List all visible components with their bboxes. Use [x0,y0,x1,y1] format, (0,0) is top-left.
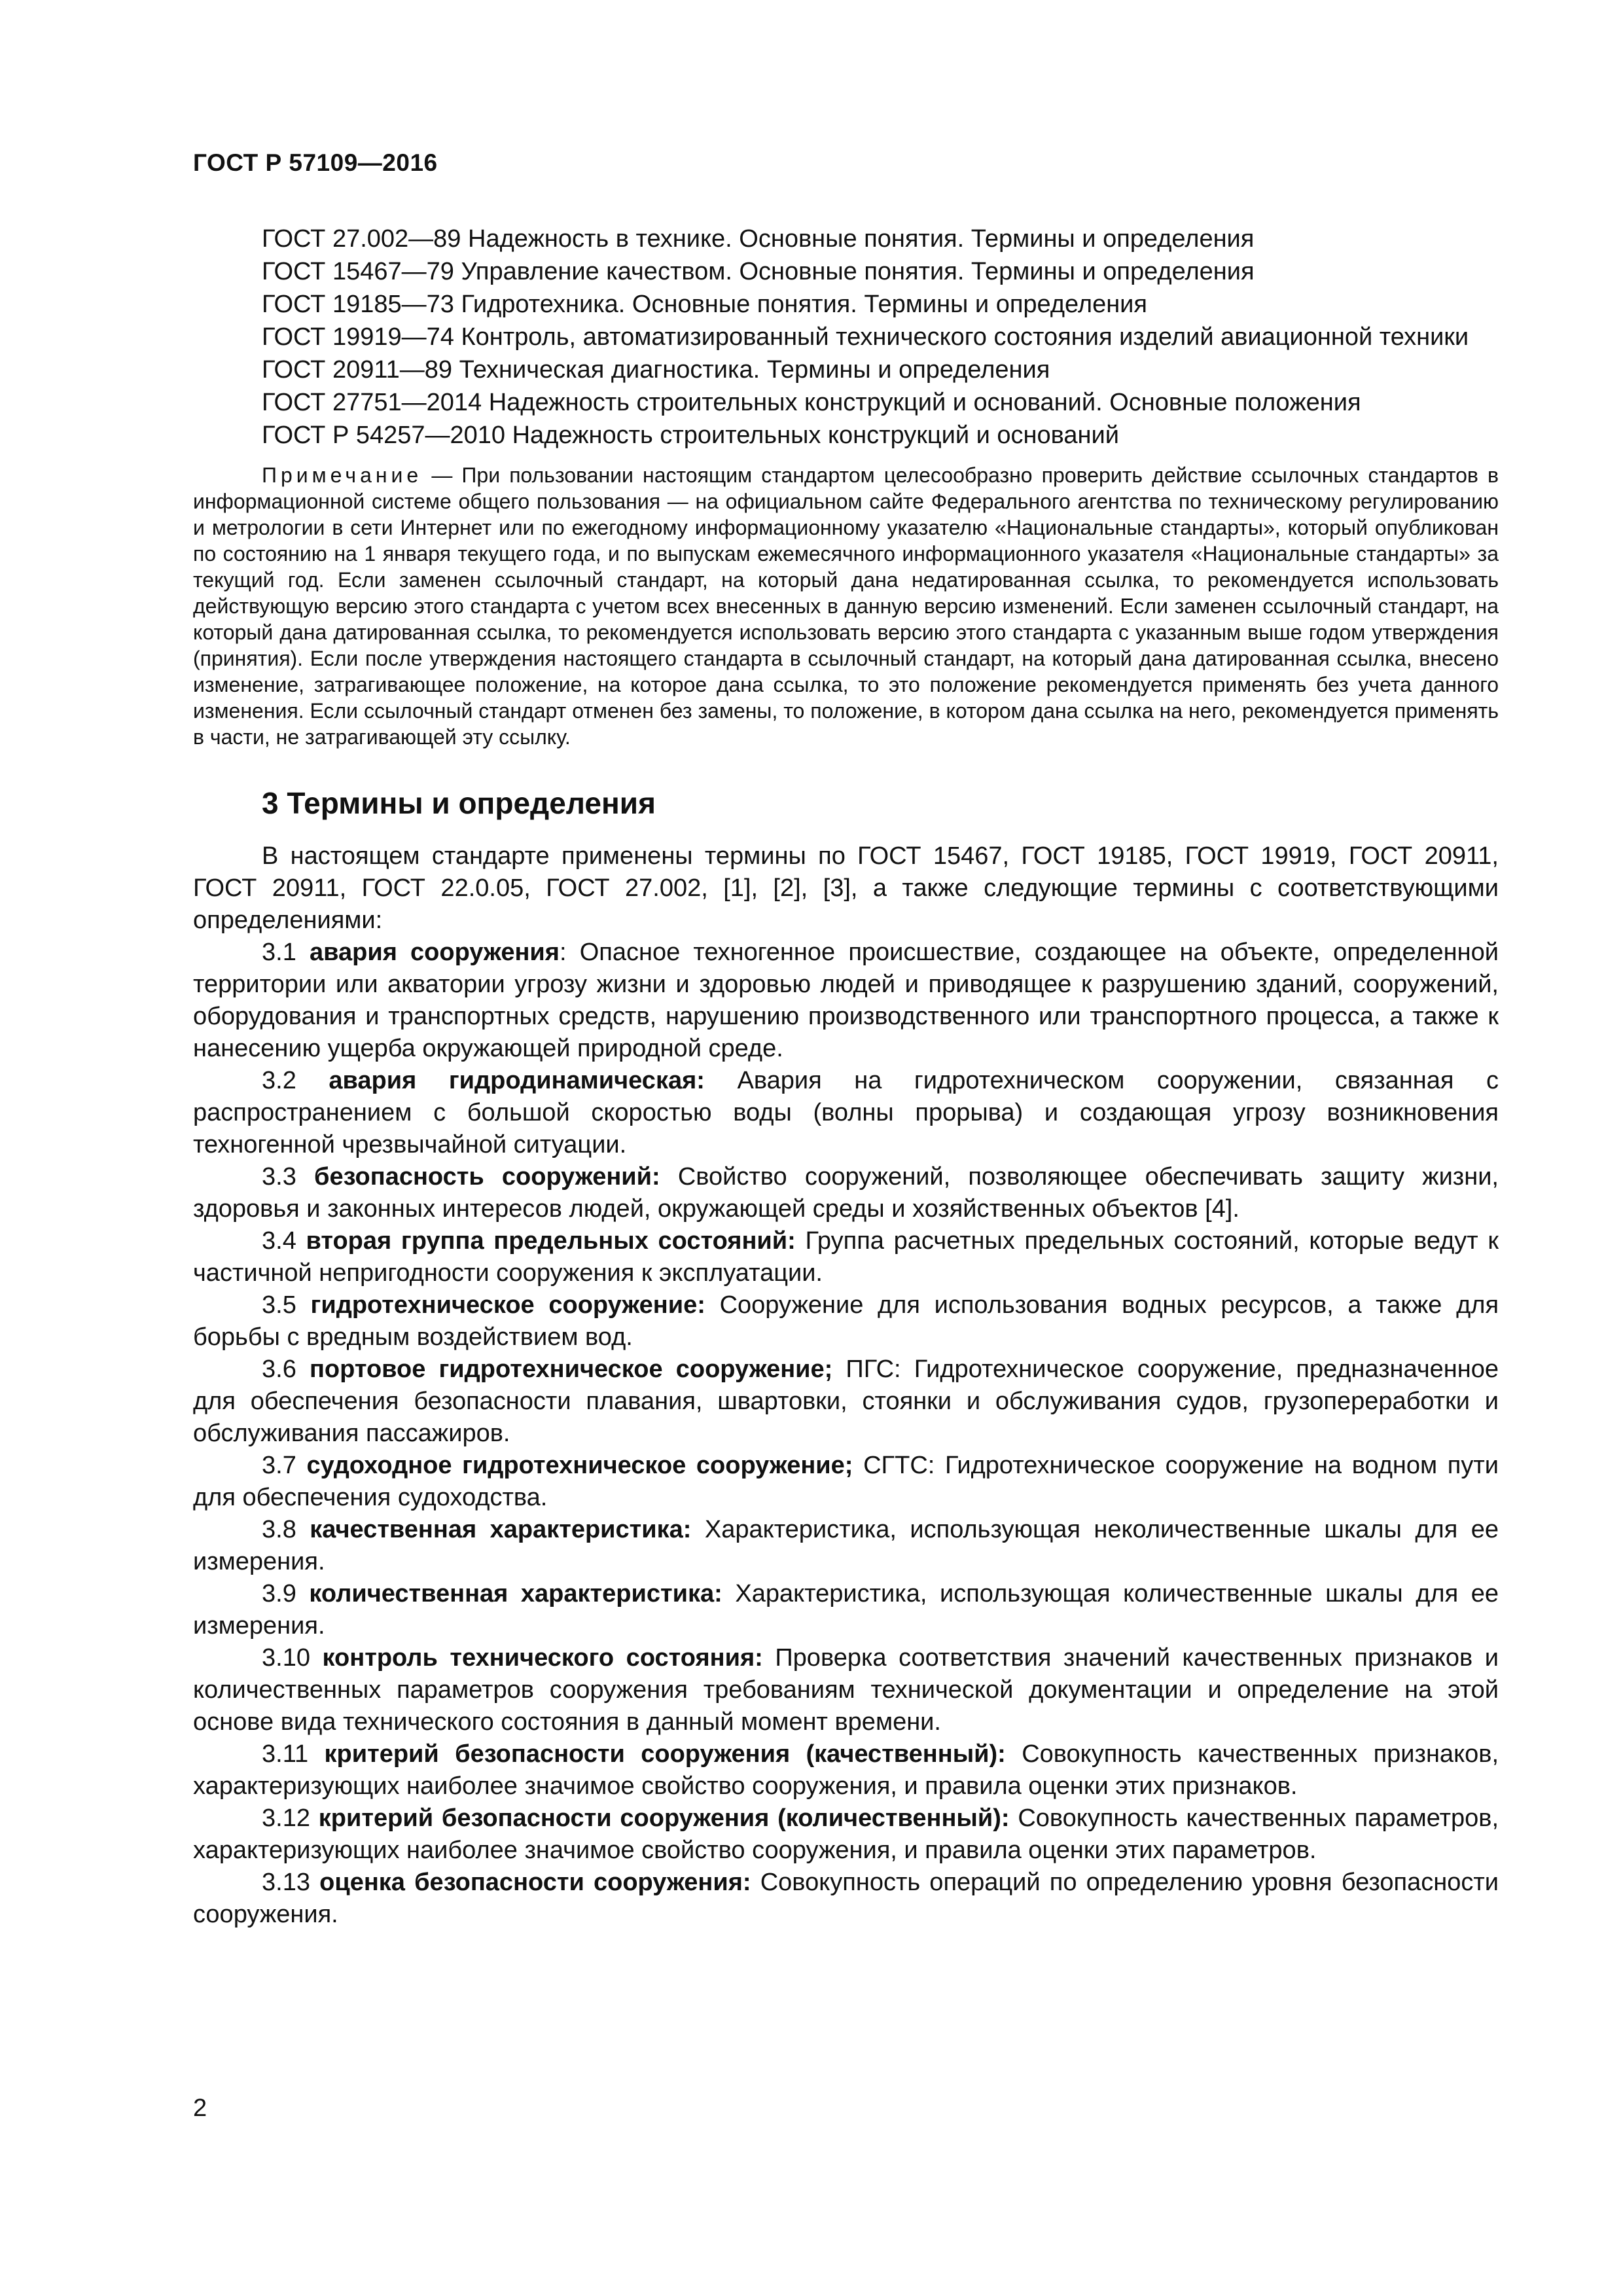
term-definition: Сооружение для использования водных ресурсов, а также для борьбы с вредным воздействием вод. [193,1291,1499,1351]
note-label: Примечание [262,463,423,487]
term-number: 3.12 [262,1804,310,1832]
term-definition: Опасное техногенное происшествие, создающее на объекте, определенной территории или акватории угрозу жизни и здоровью людей и приводящее к разрушению зданий, сооружений, оборудования и транспортных средств, нарушению производственного или транспортного процесса, а также к нанесению ущерба окружающей природной среде. [193,939,1499,1062]
term-name: количественная характеристика: [309,1580,722,1607]
term-entry [193,1289,1499,1354]
term-definition: Совокупность операций по определению уровня безопасности сооружения. [193,1869,1499,1928]
term-name: гидротехническое сооружение: [310,1291,705,1319]
term-name: критерий безопасности сооружения (качественный): [324,1740,1006,1768]
term-definition: Группа расчетных предельных состояний, которые ведут к частичной непригодности сооружения к эксплуатации. [193,1227,1499,1287]
term-name: критерий безопасности сооружения (количественный): [318,1804,1010,1832]
term-name: портовое гидротехническое сооружение; [309,1355,833,1383]
reference-item: ГОСТ 15467—79 Управление качеством. Основные понятия. Термины и определения [262,258,1255,285]
reference-item: ГОСТ 20911—89 Техническая диагностика. Термины и определения [262,356,1050,384]
section-intro: В настоящем стандарте применены термины по ГОСТ 15467, ГОСТ 19185, ГОСТ 19919, ГОСТ 20911, ГОСТ 20911, ГОСТ 22.0.05, ГОСТ 27.002, [1], [2], [3], а также следующие термины с соответствующими определениями: [193,842,1499,934]
term-number: 3.1 [262,939,296,966]
term-number: 3.13 [262,1869,310,1896]
term-name: оценка безопасности сооружения: [319,1869,751,1896]
term-name: судоходное гидротехническое сооружение; [306,1452,853,1479]
terms-section [193,840,1499,1931]
term-name: авария сооружения [310,939,560,966]
term-number: 3.10 [262,1644,310,1672]
term-number: 3.7 [262,1452,296,1479]
term-definition: Проверка соответствия значений качественных признаков и количественных параметров сооружения требованиям технической документации и определение на этой основе вида технического состояния в данный момент времени. [193,1644,1499,1736]
term-definition: Характеристика, использующая количественные шкалы для ее измерения. [193,1580,1499,1640]
term-number: 3.11 [262,1740,309,1768]
term-name: вторая группа предельных состояний: [306,1227,796,1255]
term-entry [193,1225,1499,1289]
term-name: безопасность сооружений: [313,1163,660,1191]
reference-item: ГОСТ 27.002—89 Надежность в технике. Основные понятия. Термины и определения [262,225,1255,253]
term-entry [193,1514,1499,1578]
term-number: 3.8 [262,1516,296,1543]
term-separator: : [559,939,567,966]
reference-item: ГОСТ 19185—73 Гидротехника. Основные понятия. Термины и определения [262,291,1147,318]
term-definition: Свойство сооружений, позволяющее обеспечивать защиту жизни, здоровья и законных интересов людей, окружающей среды и хозяйственных объектов [4]. [193,1163,1499,1223]
term-number: 3.6 [262,1355,296,1383]
term-entry [193,1642,1499,1738]
term-entry [193,1161,1499,1225]
note-paragraph [193,462,1499,750]
term-definition: ПГС: Гидротехническое сооружение, предназначенное для обеспечения безопасности плавания, швартовки, стоянки и обслуживания судов, грузопереработки и обслуживания пассажиров. [193,1355,1499,1447]
page-content [193,223,1499,1931]
term-name: авария гидродинамическая: [329,1067,705,1094]
page-number: 2 [193,2094,207,2122]
term-definition: Совокупность качественных параметров, характеризующих наиболее значимое свойство сооружения, и правила оценки этих параметров. [193,1804,1499,1864]
reference-item: ГОСТ 27751—2014 Надежность строительных конструкций и оснований. Основные положения [262,389,1361,416]
term-entry [193,1867,1499,1931]
note-text: — При пользовании настоящим стандартом целесообразно проверить действие ссылочных стандартов в информационной системе общего пользования — на официальном сайте Федерального агентства по техническому регулированию и метрологии в сети Интернет или по ежегодному информационному указателю «Национальные стандарты», который опубликован по состоянию на 1 января текущего года, и по выпускам ежемесячного информационного указателя «Национальные стандарты» за текущий год. Если заменен ссылочный стандарт, на который дана недатированная ссылка, то рекомендуется использовать действующую версию этого стандарта с учетом всех внесенных в данную версию изменений. Если заменен ссылочный стандарт, на который дана датированная ссылка, то рекомендуется использовать версию этого стандарта с указанным выше годом утверждения (принятия). Если после утверждения настоящего стандарта в ссылочный стандарт, на который дана датированная ссылка, внесено изменение, затрагивающее положение, на которое дана ссылка, то это положение рекомендуется применять без учета данного изменения. Если ссылочный стандарт отменен без замены, то положение, в котором дана ссылка на него, рекомендуется применять в части, не затрагивающей эту ссылку. [193,463,1499,749]
term-number: 3.3 [262,1163,296,1191]
page-header: ГОСТ Р 57109—2016 [193,149,438,176]
term-definition: СГТС: Гидротехническое сооружение на водном пути для обеспечения судоходства. [193,1452,1499,1511]
term-definition: Авария на гидротехническом сооружении, связанная с распространением с большой скоростью воды (волны прорыва) и создающая угрозу возникновения техногенной чрезвычайной ситуации. [193,1067,1499,1158]
term-entry [193,1065,1499,1161]
term-entry [193,937,1499,1065]
term-definition: Совокупность качественных признаков, характеризующих наиболее значимое свойство сооружения, и правила оценки этих признаков. [193,1740,1499,1800]
term-entry [193,1803,1499,1867]
term-name: контроль технического состояния: [322,1644,763,1672]
terms-list [193,937,1499,1931]
term-number: 3.2 [262,1067,296,1094]
term-number: 3.5 [262,1291,296,1319]
term-number: 3.9 [262,1580,296,1607]
term-entry [193,1738,1499,1803]
term-entry [193,1450,1499,1514]
reference-item: ГОСТ Р 54257—2010 Надежность строительных конструкций и оснований [262,422,1119,449]
reference-list [193,223,1499,452]
term-definition: Характеристика, использующая неколичественные шкалы для ее измерения. [193,1516,1499,1575]
reference-item: ГОСТ 19919—74 Контроль, автоматизированный технического состояния изделий авиационной техники [262,323,1469,351]
term-number: 3.4 [262,1227,296,1255]
term-entry [193,1354,1499,1450]
term-name: качественная характеристика: [310,1516,692,1543]
term-entry [193,1578,1499,1642]
section-heading: 3 Термины и определения [262,786,656,820]
